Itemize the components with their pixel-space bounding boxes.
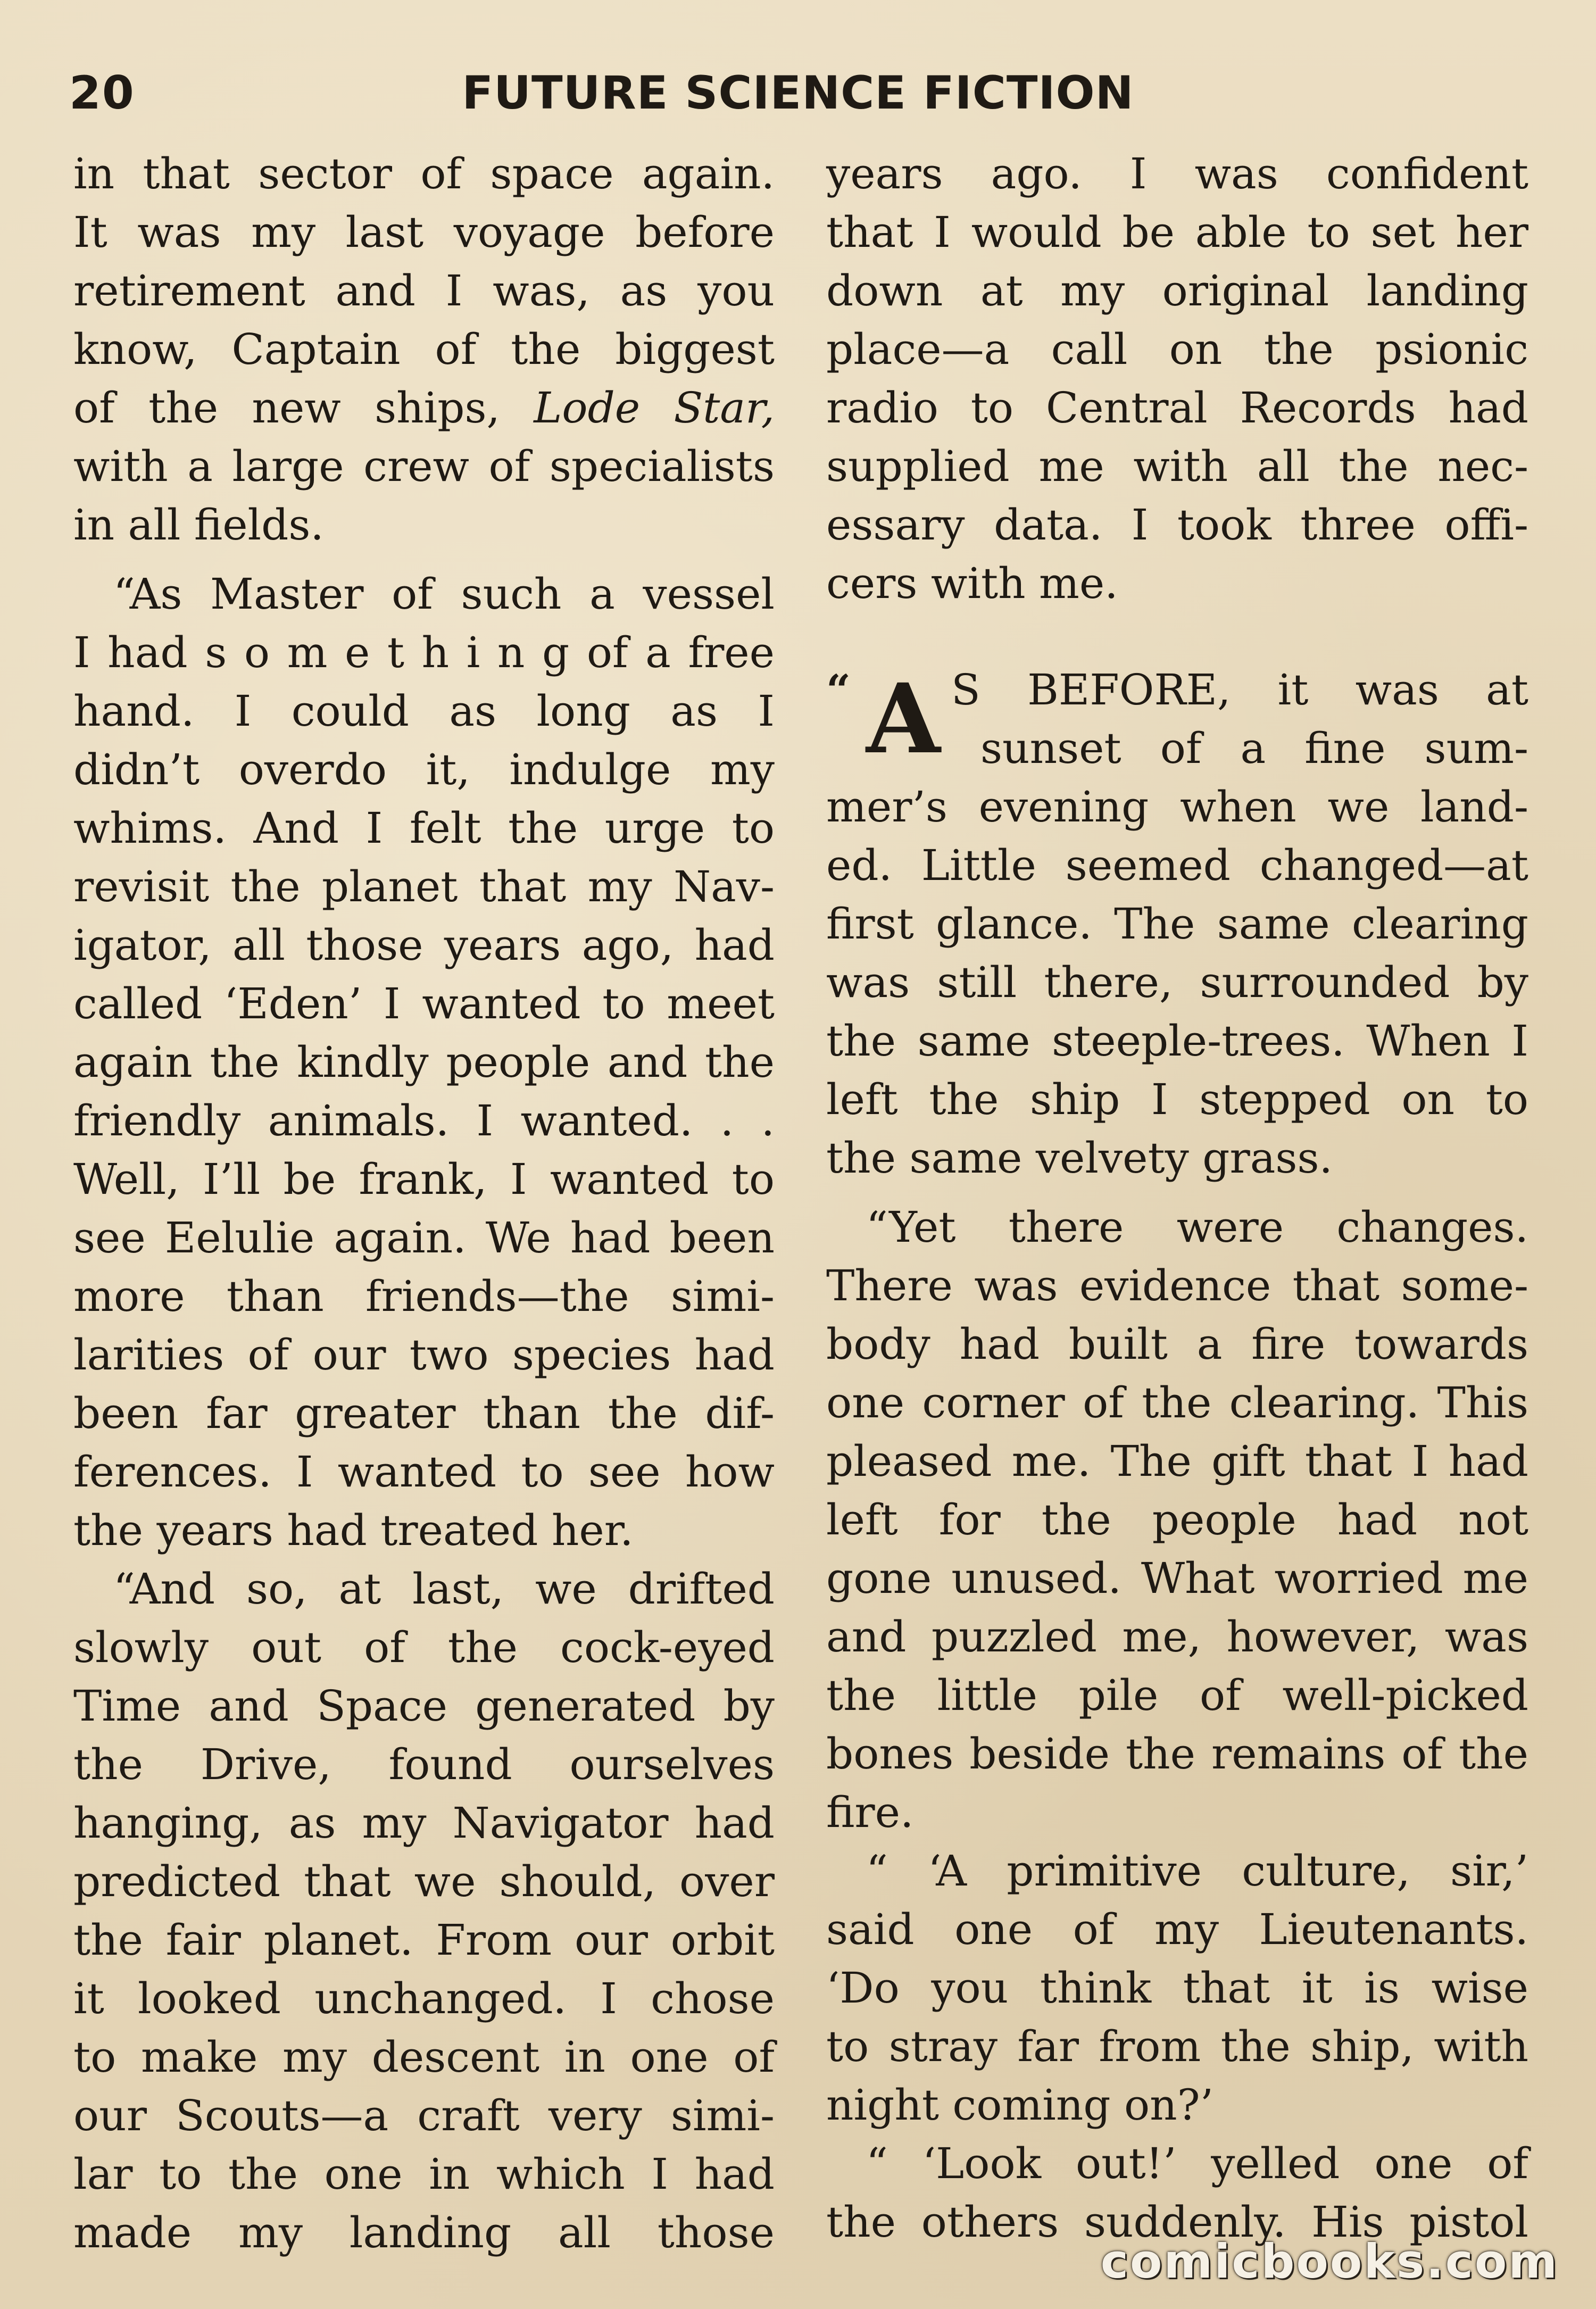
text-line: the same steeple-trees. When I: [826, 1016, 1528, 1066]
text-line: slowly out of the cock-eyed: [73, 1623, 775, 1672]
paragraph: [826, 1842, 1528, 2134]
text-line: lar to the one in which I had: [73, 2149, 775, 2199]
text-line: and puzzled me, however, was: [826, 1612, 1528, 1662]
text-line: more than friends—the simi-: [73, 1272, 775, 1321]
text-line: gone unused. What worried me: [826, 1554, 1528, 1603]
text-segment: of the new ships,: [73, 383, 534, 433]
page-number: 20: [69, 67, 135, 120]
text-line: [73, 379, 775, 437]
text-line: mer’s evening when we land-: [826, 782, 1528, 832]
text-line: retirement and I was, as you: [73, 266, 775, 315]
text-line: left for the people had not: [826, 1495, 1528, 1544]
text-column-left: [73, 145, 775, 2262]
paragraph: [73, 145, 775, 554]
drop-cap-letter: A: [866, 663, 941, 775]
text-line: said one of my Lieutenants.: [826, 1905, 1528, 1954]
text-line: “ ‘Look out!’ yelled one of: [866, 2139, 1528, 2188]
text-column-right: [826, 145, 1528, 2252]
text-line: I had s o m e t h i n g of a free: [73, 628, 775, 677]
drop-cap-quote: “: [826, 665, 851, 715]
text-line: night coming on?’: [826, 2080, 1214, 2130]
text-line: ferences. I wanted to see how: [73, 1447, 775, 1497]
text-line: revisit the planet that my Nav-: [73, 862, 775, 911]
section-break: [826, 613, 1528, 661]
text-line: sunset of a fine sum-: [980, 724, 1528, 773]
text-line: hanging, as my Navigator had: [73, 1798, 775, 1848]
paragraph-gap: [826, 1187, 1528, 1198]
text-line: ed. Little seemed changed—at: [826, 841, 1528, 890]
text-line: whims. And I felt the urge to: [73, 803, 775, 853]
text-line: that I would be able to set her: [826, 207, 1528, 257]
text-line: “As Master of such a vessel: [113, 569, 775, 619]
text-line: was still there, surrounded by: [826, 958, 1528, 1007]
text-line: radio to Central Records had: [826, 383, 1528, 433]
paragraph: [826, 145, 1528, 613]
text-line: with a large crew of specialists: [73, 442, 775, 491]
text-line: the years had treated her.: [73, 1506, 634, 1555]
text-line: body had built a fire towards: [826, 1319, 1528, 1369]
text-line: essary data. I took three offi-: [826, 500, 1528, 550]
text-line: place—a call on the psionic: [826, 325, 1528, 374]
paragraph-gap: [73, 554, 775, 565]
text-line: igator, all those years ago, had: [73, 920, 775, 970]
text-line: “And so, at last, we drifted: [113, 1564, 775, 1614]
text-line: to stray far from the ship, with: [826, 2022, 1528, 2071]
text-line: larities of our two species had: [73, 1330, 775, 1380]
text-line: been far greater than the dif-: [73, 1389, 775, 1438]
text-line: in all fields.: [73, 500, 324, 550]
text-line: S BEFORE, it was at: [951, 665, 1528, 715]
text-line: the fair planet. From our orbit: [73, 1915, 775, 1965]
text-line: the little pile of well-picked: [826, 1671, 1528, 1720]
text-line: fire.: [826, 1788, 914, 1837]
text-line: it looked unchanged. I chose: [73, 1974, 775, 2023]
text-line: It was my last voyage before: [73, 207, 775, 257]
text-line: left the ship I stepped on to: [826, 1075, 1528, 1124]
text-line: to make my descent in one of: [73, 2032, 775, 2082]
text-line: There was evidence that some-: [826, 1261, 1528, 1310]
page-header: [64, 61, 1532, 125]
text-line: our Scouts—a craft very simi-: [73, 2091, 775, 2140]
text-line: the others suddenly. His pistol: [826, 2197, 1528, 2247]
paragraph: [826, 1198, 1528, 1842]
text-line: first glance. The same clearing: [826, 899, 1528, 949]
text-line: Time and Space generated by: [73, 1681, 775, 1731]
text-line: Well, I’ll be frank, I wanted to: [73, 1154, 775, 1204]
text-line: called ‘Eden’ I wanted to meet: [73, 979, 775, 1028]
text-line: ‘Do you think that it is wise: [826, 1963, 1528, 2013]
ship-name: Lode Star,: [534, 383, 775, 433]
text-line: in that sector of space again.: [73, 149, 775, 198]
text-line: “Yet there were changes.: [866, 1202, 1528, 1252]
paragraph: [826, 778, 1528, 1187]
text-line: one corner of the clearing. This: [826, 1378, 1528, 1427]
text-line: friendly animals. I wanted. . .: [73, 1096, 775, 1145]
text-line: hand. I could as long as I: [73, 686, 775, 736]
text-line: didn’t overdo it, indulge my: [73, 745, 775, 794]
text-line: bones beside the remains of the: [826, 1729, 1528, 1779]
text-line: pleased me. The gift that I had: [826, 1436, 1528, 1486]
drop-cap-opening: [826, 661, 1528, 778]
text-line: cers with me.: [826, 559, 1118, 608]
text-line: the Drive, found ourselves: [73, 1740, 775, 1789]
text-line: “ ‘A primitive culture, sir,’: [866, 1846, 1528, 1896]
source-watermark: comicbooks.com: [1100, 2234, 1559, 2289]
text-line: know, Captain of the biggest: [73, 325, 775, 374]
text-line: predicted that we should, over: [73, 1857, 775, 1906]
text-line: years ago. I was confident: [826, 149, 1528, 198]
text-line: made my landing all those: [73, 2208, 775, 2257]
text-line: the same velvety grass.: [826, 1133, 1333, 1183]
text-line: see Eelulie again. We had been: [73, 1213, 775, 1263]
text-line: supplied me with all the nec-: [826, 442, 1528, 491]
running-title: FUTURE SCIENCE FICTION: [462, 67, 1134, 120]
text-line: again the kindly people and the: [73, 1037, 775, 1087]
paragraph: [73, 565, 775, 1560]
paragraph: [73, 1560, 775, 2262]
text-line: down at my original landing: [826, 266, 1528, 315]
